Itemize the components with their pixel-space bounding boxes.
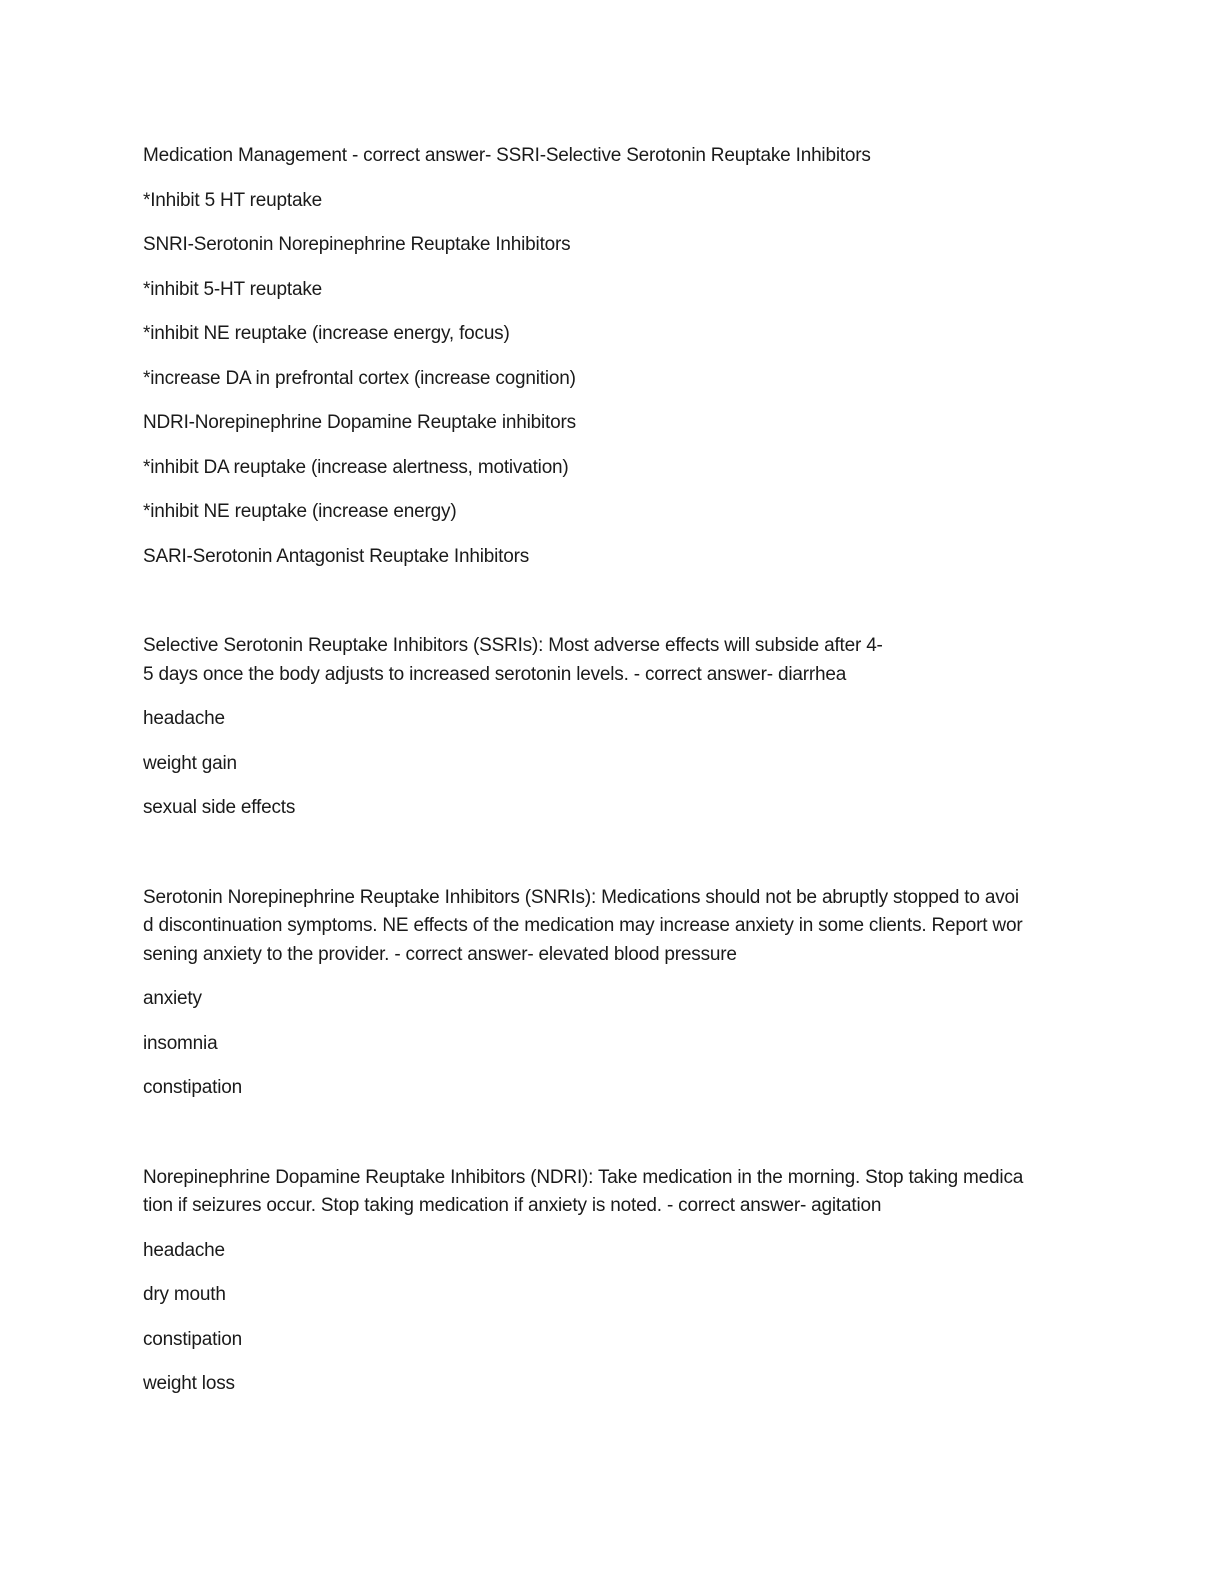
text-line: sening anxiety to the provider. - correct answer- elevated blood pressure <box>143 944 737 965</box>
text-line: NDRI-Norepinephrine Dopamine Reuptake inhibitors <box>143 412 576 433</box>
text-line: *inhibit NE reuptake (increase energy) <box>143 501 457 522</box>
text-line: constipation <box>143 1329 243 1350</box>
text-line: SARI-Serotonin Antagonist Reuptake Inhibitors <box>143 546 530 567</box>
text-line: 5 days once the body adjusts to increased serotonin levels. - correct answer- diarrhea <box>143 664 847 685</box>
text-line: *inhibit NE reuptake (increase energy, focus) <box>143 323 510 344</box>
text-line: weight loss <box>143 1373 235 1394</box>
text-line: anxiety <box>143 988 202 1009</box>
text-line: constipation <box>143 1077 243 1098</box>
text-line: d discontinuation symptoms. NE effects of the medication may increase anxiety in some clients. Report wor <box>143 915 1023 936</box>
text-line: *inhibit 5-HT reuptake <box>143 279 323 300</box>
text-line: insomnia <box>143 1033 218 1054</box>
text-line: Norepinephrine Dopamine Reuptake Inhibitors (NDRI): Take medication in the morning. Stop taking medica <box>143 1167 1024 1188</box>
text-line: tion if seizures occur. Stop taking medication if anxiety is noted. - correct answer- agitation <box>143 1195 882 1216</box>
text-line: sexual side effects <box>143 797 296 818</box>
text-line: headache <box>143 1240 225 1261</box>
text-line: *increase DA in prefrontal cortex (increase cognition) <box>143 368 576 389</box>
text-line: *inhibit DA reuptake (increase alertness, motivation) <box>143 457 569 478</box>
text-line: weight gain <box>143 753 237 774</box>
text-line: Medication Management - correct answer- SSRI-Selective Serotonin Reuptake Inhibitors <box>143 145 871 166</box>
text-line: *Inhibit 5 HT reuptake <box>143 190 323 211</box>
text-line: Serotonin Norepinephrine Reuptake Inhibitors (SNRIs): Medications should not be abruptly stopped to avoi <box>143 887 1019 908</box>
text-line: SNRI-Serotonin Norepinephrine Reuptake Inhibitors <box>143 234 571 255</box>
text-line: headache <box>143 708 225 729</box>
text-line: Selective Serotonin Reuptake Inhibitors (SSRIs): Most adverse effects will subside after 4- <box>143 635 883 656</box>
text-line: dry mouth <box>143 1284 226 1305</box>
